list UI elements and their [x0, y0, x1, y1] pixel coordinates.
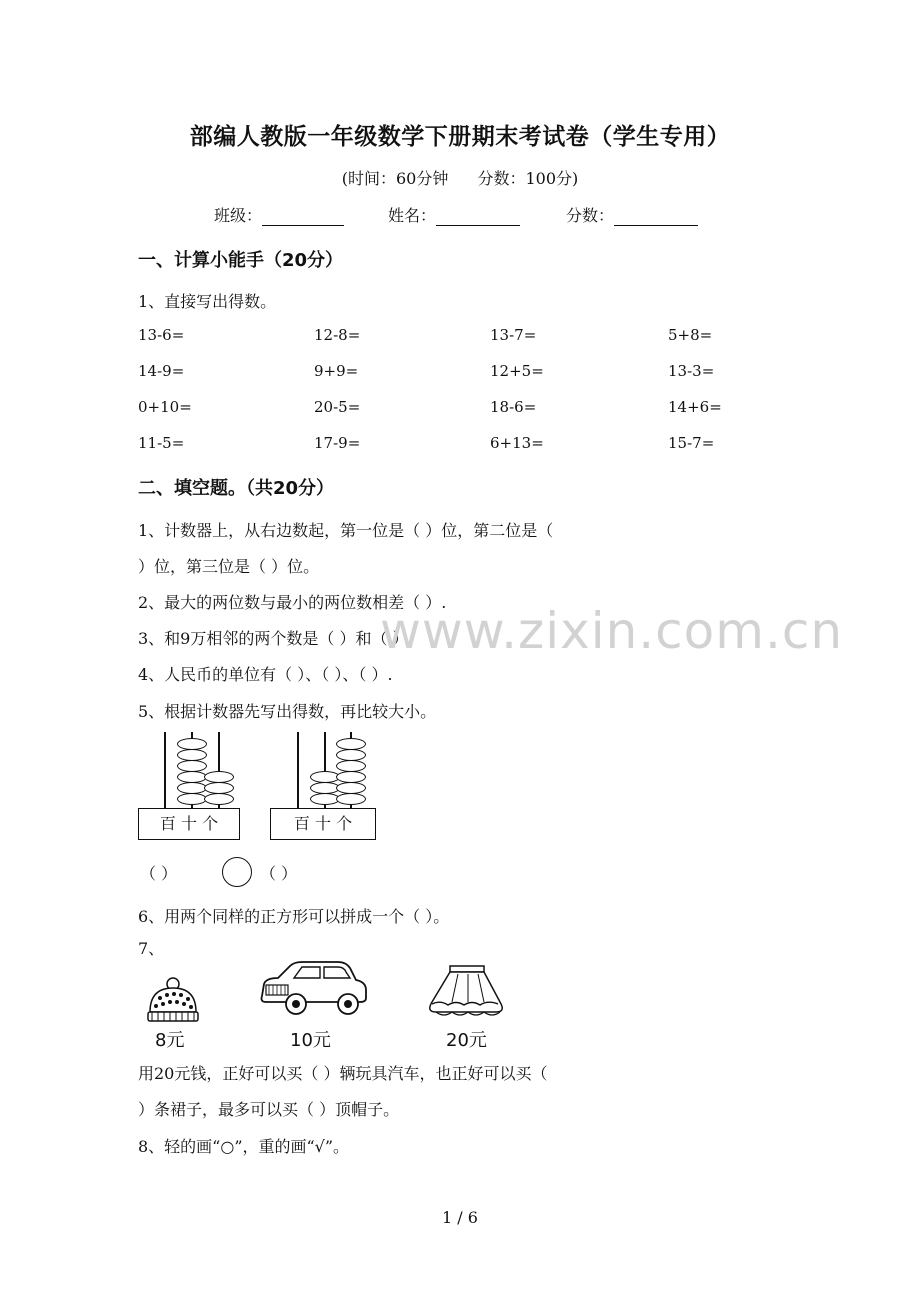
- skirt-price: 20元: [446, 1030, 487, 1051]
- arith-item: 5+8=: [668, 326, 713, 344]
- watermark: www.zixin.com.cn: [380, 602, 844, 660]
- abacus-rod: [297, 732, 299, 808]
- page-number: 1 / 6: [442, 1208, 478, 1227]
- arith-item: 20-5=: [314, 398, 361, 416]
- section-2-heading: 二、填空题。（共20分）: [138, 478, 335, 499]
- question-2-3: 3、和9万相邻的两个数是（ ）和（ ）.: [138, 629, 414, 648]
- arith-item: 18-6=: [490, 398, 537, 416]
- arith-item: 12-8=: [314, 326, 361, 344]
- score-field: [566, 203, 698, 226]
- toy-car-icon: [256, 958, 370, 1020]
- compare-left-answer[interactable]: （ ）: [140, 864, 178, 883]
- question-1-1: 1、直接写出得数。: [138, 292, 277, 311]
- page-title: 部编人教版一年级数学下册期末考试卷（学生专用）: [189, 124, 731, 150]
- arith-item: 13-6=: [138, 326, 185, 344]
- compare-right-answer[interactable]: （ ）: [260, 864, 298, 883]
- hat-icon: [142, 976, 204, 1024]
- time-limit: (时间：60分钟: [341, 169, 449, 188]
- question-2-6: 6、用两个同样的正方形可以拼成一个（ ）。: [138, 907, 450, 926]
- arith-item: 13-3=: [668, 362, 715, 380]
- class-blank[interactable]: [262, 207, 344, 226]
- question-2-1-line1: 1、计数器上，从右边数起，第一位是（ ）位，第二位是（: [138, 521, 554, 540]
- question-2-7: 7、: [138, 939, 165, 958]
- arith-item: 17-9=: [314, 434, 361, 452]
- question-2-7-line2: ）条裙子，最多可以买（ ）顶帽子。: [138, 1100, 400, 1119]
- score-blank[interactable]: [614, 207, 698, 226]
- skirt-icon: [422, 962, 510, 1022]
- compare-circle-icon[interactable]: [222, 857, 252, 887]
- question-2-2: 2、最大的两位数与最小的两位数相差（ ）.: [138, 593, 447, 612]
- question-2-7-line1: 用20元钱，正好可以买（ ）辆玩具汽车，也正好可以买（: [138, 1064, 548, 1083]
- arith-item: 6+13=: [490, 434, 544, 452]
- class-field: [214, 203, 344, 226]
- class-label: 班级：: [214, 206, 263, 225]
- name-blank[interactable]: [436, 207, 520, 226]
- arith-item: 12+5=: [490, 362, 544, 380]
- arith-item: 0+10=: [138, 398, 192, 416]
- arith-item: 14-9=: [138, 362, 185, 380]
- abacus-bead: [204, 793, 234, 805]
- question-2-1-line2: ）位，第三位是（ ）位。: [138, 557, 320, 576]
- exam-subtitle: [0, 166, 920, 189]
- abacus-place-labels: 百 十 个: [270, 808, 376, 840]
- abacus-bead: [177, 793, 207, 805]
- score-label: 分数：: [566, 206, 615, 225]
- arith-item: 9+9=: [314, 362, 359, 380]
- total-score: 分数：100分): [477, 169, 579, 188]
- section-1-heading: 一、计算小能手（20分）: [138, 250, 344, 271]
- abacus-bead: [336, 793, 366, 805]
- arith-item: 11-5=: [138, 434, 185, 452]
- question-2-8: 8、轻的画“○”，重的画“√”。: [138, 1137, 350, 1156]
- abacus-place-labels: 百 十 个: [138, 808, 240, 840]
- arith-item: 13-7=: [490, 326, 537, 344]
- hat-price: 8元: [155, 1030, 185, 1051]
- name-field: [388, 203, 520, 226]
- car-price: 10元: [290, 1030, 331, 1051]
- name-label: 姓名：: [388, 206, 437, 225]
- question-2-4: 4、人民币的单位有（ ）、（ ）、（ ）.: [138, 665, 393, 684]
- question-2-5: 5、根据计数器先写出得数，再比较大小。: [138, 702, 437, 721]
- arith-item: 14+6=: [668, 398, 722, 416]
- abacus-rod: [164, 732, 166, 808]
- arith-item: 15-7=: [668, 434, 715, 452]
